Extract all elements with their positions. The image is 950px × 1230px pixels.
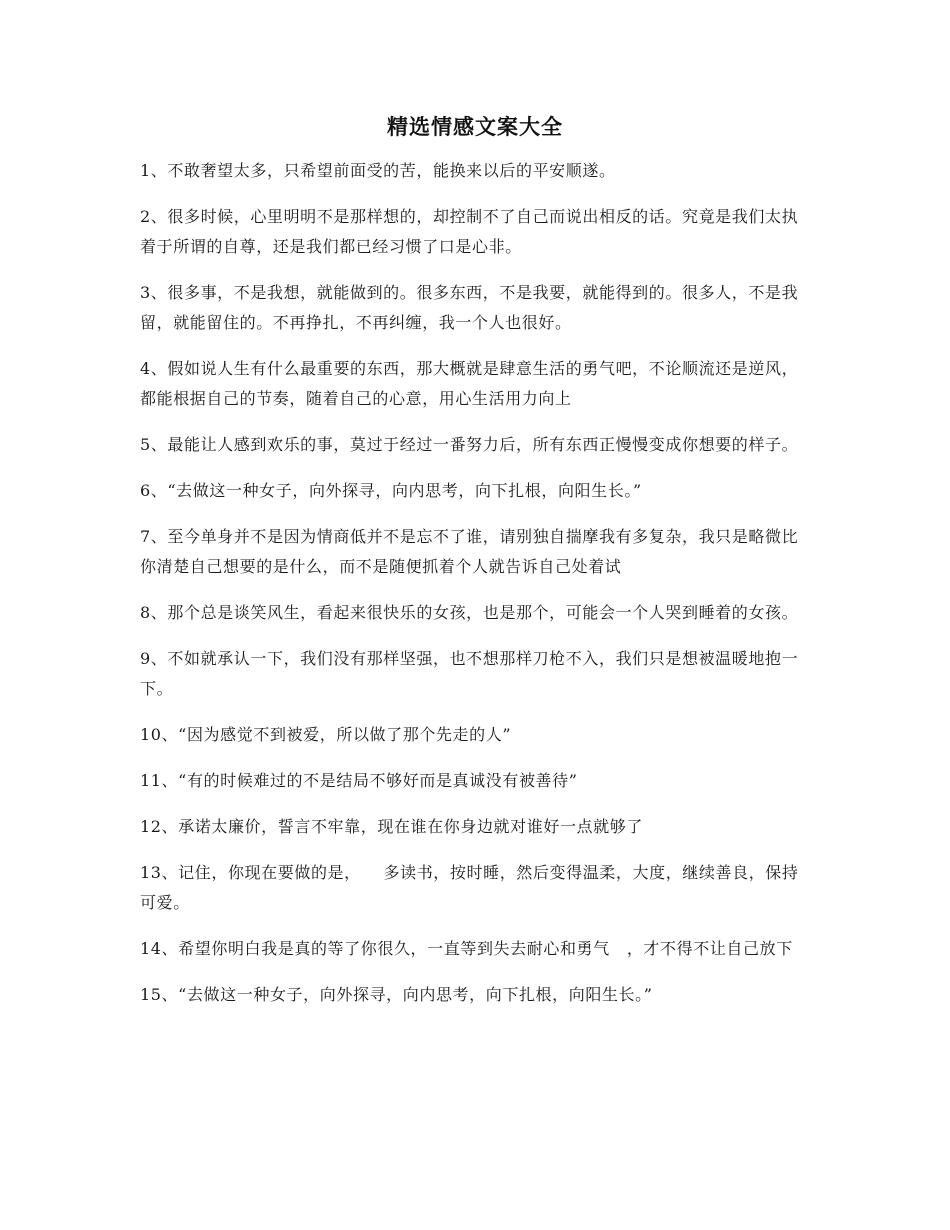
paragraph-1: 1、不敢奢望太多，只希望前面受的苦，能换来以后的平安顺遂。 xyxy=(140,161,616,180)
document-title: 精选情感文案大全 xyxy=(387,115,563,139)
paragraph-4: 4、假如说人生有什么最重要的东西，那大概就是肆意生活的勇气吧，不论顺流还是逆风，都能根据自己的节奏，随着自己的心意，用心生活用力向上 xyxy=(140,359,799,408)
paragraph-12: 12、承诺太廉价，誓言不牢靠，现在谁在你身边就对谁好一点就够了 xyxy=(140,817,643,836)
paragraph-13: 13、记住，你现在要做的是， 多读书，按时睡，然后变得温柔，大度，继续善良，保持可爱。 xyxy=(140,863,799,912)
paragraph-2: 2、很多时候，心里明明不是那样想的，却控制不了自己而说出相反的话。究竟是我们太执着于所谓的自尊，还是我们都已经习惯了口是心非。 xyxy=(140,207,799,256)
paragraph-6: 6、“去做这一种女子，向外探寻，向内思考，向下扎根，向阳生长。” xyxy=(140,481,642,500)
paragraph-14: 14、希望你明白我是真的等了你很久，一直等到失去耐心和勇气 ，才不得不让自己放下 xyxy=(140,939,793,958)
paragraph-8: 8、那个总是谈笑风生，看起来很快乐的女孩，也是那个，可能会一个人哭到睡着的女孩。 xyxy=(140,603,799,622)
paragraph-10: 10、“因为感觉不到被爱，所以做了那个先走的人” xyxy=(140,725,512,744)
paragraph-15: 15、“去做这一种女子，向外探寻，向内思考，向下扎根，向阳生长。” xyxy=(140,985,653,1004)
paragraph-7: 7、至今单身并不是因为情商低并不是忘不了谁，请别独自揣摩我有多复杂，我只是略微比你清楚自己想要的是什么，而不是随便抓着个人就告诉自己处着试 xyxy=(140,527,799,576)
paragraph-3: 3、很多事，不是我想，就能做到的。很多东西，不是我要，就能得到的。很多人，不是我留，就能留住的。不再挣扎，不再纠缠，我一个人也很好。 xyxy=(140,283,799,332)
paragraph-5: 5、最能让人感到欢乐的事，莫过于经过一番努力后，所有东西正慢慢变成你想要的样子。 xyxy=(140,435,799,454)
paragraph-9: 9、不如就承认一下，我们没有那样坚强，也不想那样刀枪不入，我们只是想被温暖地抱一下。 xyxy=(140,649,799,698)
document-body xyxy=(140,156,812,1026)
paragraph-11: 11、“有的时候难过的不是结局不够好而是真诚没有被善待” xyxy=(140,771,578,790)
